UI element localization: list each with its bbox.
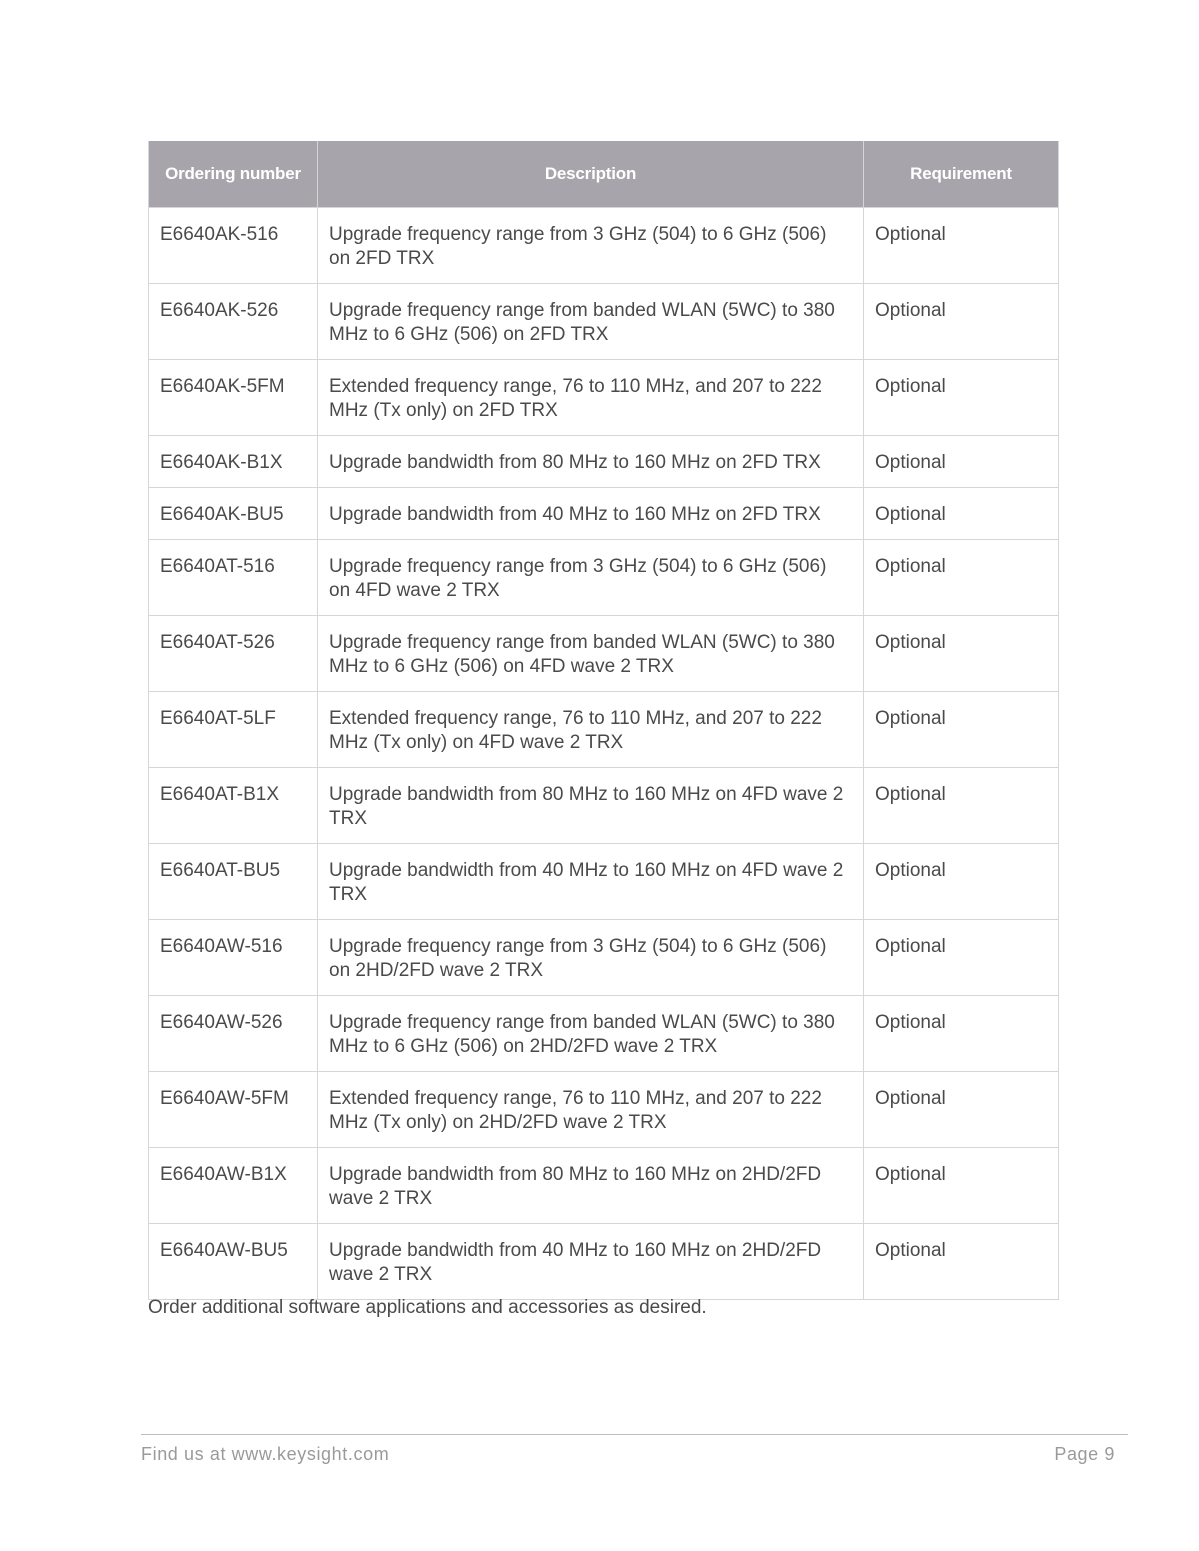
requirement-cell: Optional [864,768,1059,844]
requirement-cell: Optional [864,208,1059,284]
ordering-number-cell: E6640AW-526 [149,996,318,1072]
requirement-cell: Optional [864,996,1059,1072]
page-number: Page 9 [1054,1444,1115,1464]
table-header-row [149,141,1059,208]
table-row [149,768,1059,844]
table-row [149,360,1059,436]
ordering-number-cell: E6640AT-526 [149,616,318,692]
table-row [149,920,1059,996]
requirement-cell: Optional [864,1148,1059,1224]
description-cell: Upgrade frequency range from 3 GHz (504) to 6 GHz (506) on 2HD/2FD wave 2 TRX [318,920,864,996]
requirement-cell: Optional [864,920,1059,996]
description-cell: Upgrade bandwidth from 80 MHz to 160 MHz on 4FD wave 2 TRX [318,768,864,844]
ordering-number-cell: E6640AT-5LF [149,692,318,768]
requirement-cell: Optional [864,540,1059,616]
footer-website-link[interactable]: Find us at www.keysight.com [141,1444,390,1464]
requirement-cell: Optional [864,1072,1059,1148]
order-note: Order additional software applications and accessories as desired. [148,1297,707,1318]
table-row [149,284,1059,360]
ordering-number-cell: E6640AW-516 [149,920,318,996]
ordering-number-cell: E6640AK-526 [149,284,318,360]
table-row [149,1148,1059,1224]
requirement-cell: Optional [864,616,1059,692]
ordering-number-cell: E6640AK-B1X [149,436,318,488]
ordering-number-cell: E6640AK-5FM [149,360,318,436]
table-row [149,616,1059,692]
table-row [149,844,1059,920]
description-cell: Upgrade frequency range from 3 GHz (504) to 6 GHz (506) on 2FD TRX [318,208,864,284]
requirement-cell: Optional [864,488,1059,540]
requirement-cell: Optional [864,436,1059,488]
description-cell: Extended frequency range, 76 to 110 MHz, and 207 to 222 MHz (Tx only) on 2HD/2FD wave 2 TRX [318,1072,864,1148]
description-cell: Upgrade bandwidth from 40 MHz to 160 MHz on 4FD wave 2 TRX [318,844,864,920]
description-cell: Upgrade bandwidth from 80 MHz to 160 MHz on 2HD/2FD wave 2 TRX [318,1148,864,1224]
table-row [149,208,1059,284]
table-row [149,1072,1059,1148]
ordering-number-cell: E6640AK-516 [149,208,318,284]
table-row [149,436,1059,488]
ordering-number-cell: E6640AW-5FM [149,1072,318,1148]
table-row [149,692,1059,768]
table-row [149,1224,1059,1300]
description-cell: Upgrade frequency range from 3 GHz (504) to 6 GHz (506) on 4FD wave 2 TRX [318,540,864,616]
description-cell: Upgrade frequency range from banded WLAN (5WC) to 380 MHz to 6 GHz (506) on 2HD/2FD wave 2 TRX [318,996,864,1072]
header-requirement: Requirement [864,141,1059,208]
ordering-number-cell: E6640AT-516 [149,540,318,616]
ordering-table [148,141,1059,1300]
description-cell: Extended frequency range, 76 to 110 MHz, and 207 to 222 MHz (Tx only) on 4FD wave 2 TRX [318,692,864,768]
ordering-number-cell: E6640AT-BU5 [149,844,318,920]
description-cell: Upgrade frequency range from banded WLAN (5WC) to 380 MHz to 6 GHz (506) on 4FD wave 2 TRX [318,616,864,692]
description-cell: Extended frequency range, 76 to 110 MHz, and 207 to 222 MHz (Tx only) on 2FD TRX [318,360,864,436]
requirement-cell: Optional [864,844,1059,920]
description-cell: Upgrade bandwidth from 40 MHz to 160 MHz on 2HD/2FD wave 2 TRX [318,1224,864,1300]
ordering-number-cell: E6640AK-BU5 [149,488,318,540]
ordering-number-cell: E6640AT-B1X [149,768,318,844]
description-cell: Upgrade bandwidth from 80 MHz to 160 MHz on 2FD TRX [318,436,864,488]
ordering-number-cell: E6640AW-B1X [149,1148,318,1224]
requirement-cell: Optional [864,284,1059,360]
ordering-number-cell: E6640AW-BU5 [149,1224,318,1300]
header-description: Description [318,141,864,208]
requirement-cell: Optional [864,360,1059,436]
description-cell: Upgrade bandwidth from 40 MHz to 160 MHz on 2FD TRX [318,488,864,540]
requirement-cell: Optional [864,692,1059,768]
table-row [149,996,1059,1072]
ordering-table-container [148,141,1058,1300]
footer-divider [141,1434,1128,1435]
requirement-cell: Optional [864,1224,1059,1300]
table-row [149,540,1059,616]
description-cell: Upgrade frequency range from banded WLAN (5WC) to 380 MHz to 6 GHz (506) on 2FD TRX [318,284,864,360]
header-ordering-number: Ordering number [149,141,318,208]
table-row [149,488,1059,540]
